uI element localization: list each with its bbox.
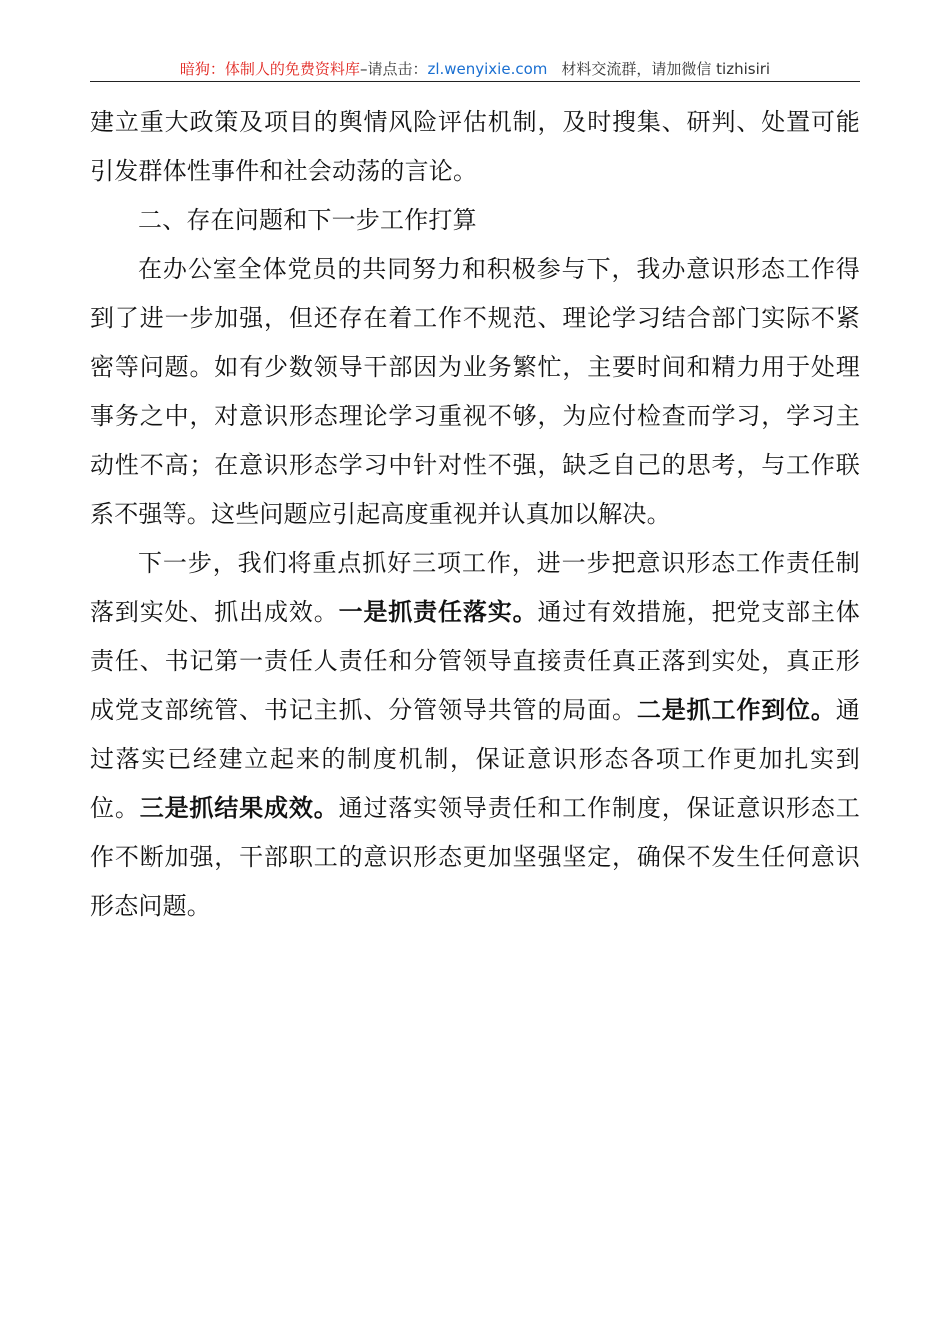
header-brand: 暗狗：体制人的免费资料库 (179, 60, 360, 78)
point-2-title: 二是抓工作到位。 (636, 696, 836, 724)
header-link[interactable]: zl.wenyixie.com (427, 60, 548, 78)
point-1-title: 一是抓责任落实。 (338, 598, 538, 626)
header-wechat-note: 材料交流群，请加微信 tizhisiri (561, 60, 771, 78)
paragraph-continued: 建立重大政策及项目的舆情风险评估机制，及时搜集、研判、处置可能引发群体性事件和社会动荡的言论。 (90, 108, 860, 185)
page-header (90, 58, 860, 82)
next-steps-intro: 下一步，我们将重点抓好三项工作，进一步把意识形态工作责任制落到实处、抓出成效。 (90, 549, 860, 626)
point-3-title: 三是抓结果成效。 (139, 794, 339, 822)
document-body (90, 98, 860, 931)
point-3-text: 通过落实领导责任和工作制度，保证意识形态工作不断加强，干部职工的意识形态更加坚强坚定，确保不发生任何意识形态问题。 (90, 794, 860, 920)
section-heading: 二、存在问题和下一步工作打算 (138, 206, 477, 234)
point-2-text: 通过落实已经建立起来的制度机制，保证意识形态各项工作更加扎实到位。 (90, 696, 860, 822)
header-divider (90, 81, 860, 82)
paragraph-problems: 在办公室全体党员的共同努力和积极参与下，我办意识形态工作得到了进一步加强，但还存在着工作不规范、理论学习结合部门实际不紧密等问题。如有少数领导干部因为业务繁忙，主要时间和精力用于处理事务之中，对意识形态理论学习重视不够，为应付检查而学习，学习主动性不高；在意识形态学习中针对性不强，缺乏自己的思考，与工作联系不强等。这些问题应引起高度重视并认真加以解决。 (90, 255, 860, 528)
paragraph-next-steps (90, 539, 860, 931)
point-1-text: 通过有效措施，把党支部主体责任、书记第一责任人责任和分管领导直接责任真正落到实处，真正形成党支部统管、书记主抓、分管领导共管的局面。 (90, 598, 860, 724)
header-click-prompt: –请点击： (359, 60, 428, 78)
